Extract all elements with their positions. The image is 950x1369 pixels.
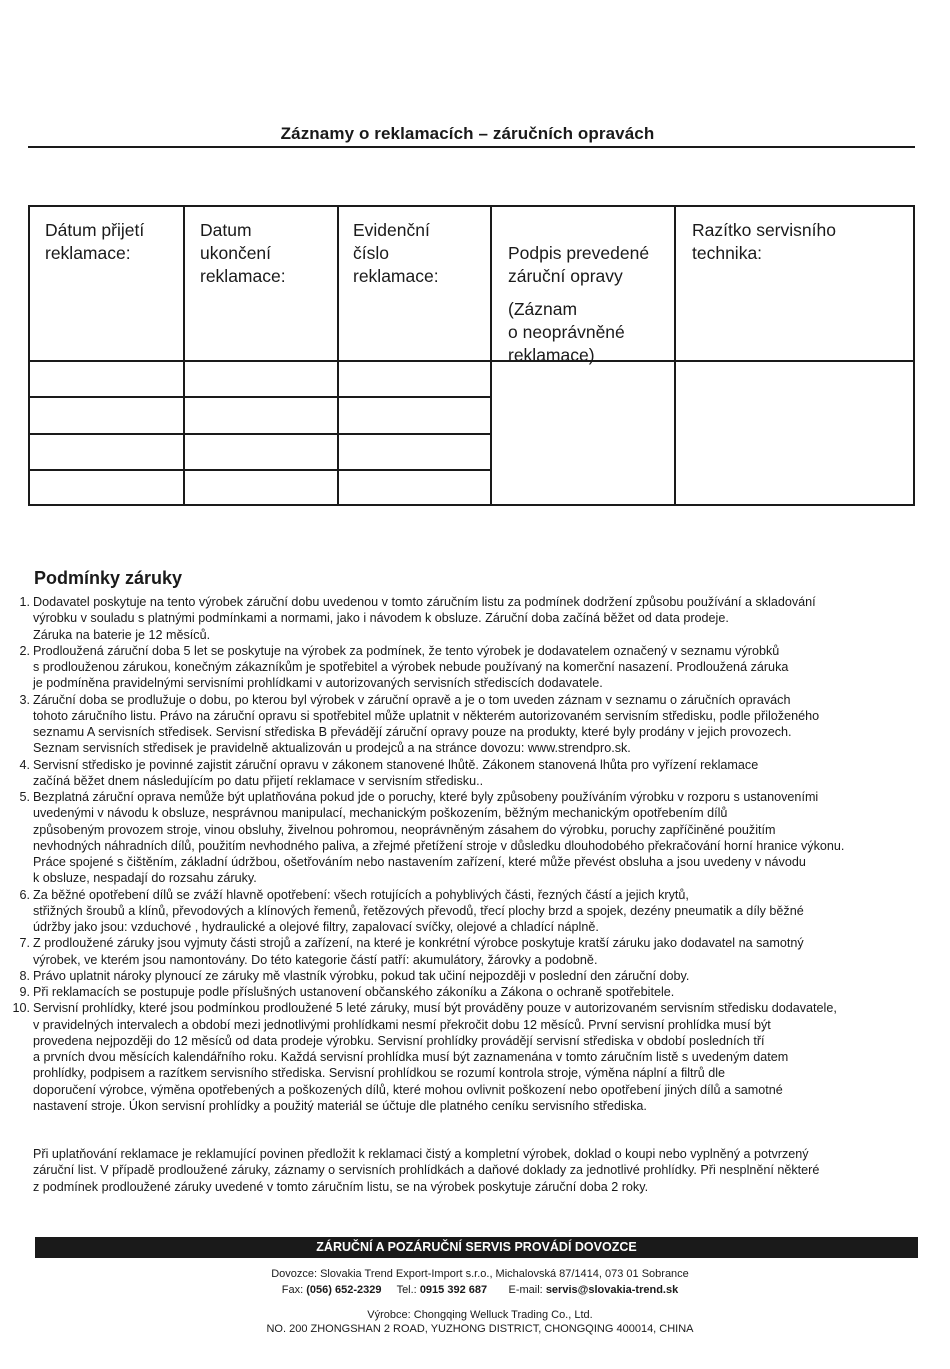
item-text: Právo uplatnit nároky plynoucí ze záruky mě vlastník výrobku, pokud tak učiní nejpozději v poslední den záruční doby. — [33, 968, 690, 983]
item-text: Prodloužená záruční doba 5 let se poskytuje na výrobek za podmínek, že tento výrobek je dodavatelem označený v seznamu výrobků s prodlouženou zárukou, konečným zákazníkům je spotřebitel a výrobek nebude používaný na komerční nasazení. Prodloužená záruka je podmíněna pravidelnými servisními prohlídkami v autorizovaných servisních střediscích dodavatele. — [33, 643, 789, 691]
item-number: 9. — [19, 985, 30, 999]
item-number: 3. — [19, 692, 30, 707]
header-record-number: Evidenční číslo reklamace: — [353, 220, 439, 286]
item-text: Při reklamacích se postupuje podle příslušných ustanovení občanského zákoníku a Zákona o ochraně spotřebitele. — [33, 985, 675, 999]
list-item — [8, 594, 913, 643]
item-text: Bezplatná záruční oprava nemůže být uplatňována pokud jde o poruchy, které byly způsobeny používáním výrobku v rozporu s ustanoveními uvedenými v návodu k obsluze, nesprávnou manipulací, mechanickým poškozením, běžným mechanickým opotřebením dílů způsobeným provozem stroje, vinou obsluhy, živelnou pohromou, neoprávněným zásahem do výrobku, poruchy zapříčiněné použitím nevhodných náhradních dílů, použitím nevhodného paliva, a zřejmé přetížení stroje v důsledku dlouhodobého překračování horní hranice výkonu. Práce spojené s čištěním, základní údržbou, ošetřováním nebo nastavením zařízení, které může převést obsluha a jsou uvedeny v návodu k obsluze, nespadají do rozsahu záruky. — [33, 790, 845, 886]
header-date-received: Dátum přijetí reklamace: — [45, 220, 145, 263]
fax-number: (056) 652-2329 — [306, 1284, 382, 1296]
column-divider — [490, 207, 492, 504]
header-technician-stamp: Razítko servisního technika: — [692, 220, 836, 263]
tel-number: 0915 392 687 — [419, 1284, 488, 1296]
item-text: Dodavatel poskytuje na tento výrobek záruční dobu uvedenou v tomto záručním listu za podmínek dodržení způsobu používání a skladování výrobku v souladu s platnými podmínkami a normami, jako i návodem k obsluze. Záruční doba začíná běžet od data prodeje. Záruka na baterie je 12 měsíců. — [33, 595, 816, 642]
item-text: Servisní středisko je povinné zajistit záruční opravu v zákonem stanovené lhůtě. Zákonem stanovená lhůta pro vyřízení reklamace začíná běžet dnem následujícím po datu přijetí reklamace v servisním středisku.. — [33, 757, 759, 788]
item-text: Z prodloužené záruky jsou vyjmuty části strojů a zařízení, na které je konkrétní výrobce poskytuje kratší záruku jako dodavatel na samotný výrobek, ve kterém jsou namontovány. Do této kategorie částí patří: akumulátory, žárovky a podobně. — [33, 936, 804, 967]
manufacturer-address: NO. 200 ZHONGSHAN 2 ROAD, YUZHONG DISTRICT, CHONGQING 400014, CHINA — [266, 1323, 694, 1335]
item-text: Za běžné opotřebení dílů se zváží hlavně opotřebení: všech rotujících a pohyblivých části, řezných částí a jejich krytů, střižných šroubů a klínů, převodových a klínových řemenů, řetězových převodů, třecí plochy brzd a spojek, dezény pneumatik a díly běžné údržby jako jsou: vzduchové , hydraulické a olejové filtry, zapalovací svíčky, olejové a chladící náplně. — [33, 887, 804, 934]
header-date-completed: Datum ukončení reklamace: — [200, 220, 286, 286]
item-number: 8. — [19, 968, 30, 983]
list-item — [8, 1000, 913, 1114]
claims-record-table — [28, 205, 915, 506]
item-number: 6. — [19, 887, 30, 902]
item-number: 4. — [19, 757, 30, 772]
column-divider — [674, 207, 676, 504]
header-unjustified-claim-note: (Záznam o neoprávněné reklamace) — [508, 299, 625, 365]
item-number: 10. — [12, 1001, 30, 1016]
title-rule — [28, 146, 915, 148]
conditions-list — [8, 594, 913, 1114]
page-title: Záznamy o reklamacích – záručních opravách — [280, 124, 655, 143]
manufacturer-name: Výrobce: Chongqing Welluck Trading Co., Ltd. — [367, 1309, 593, 1321]
list-item — [8, 692, 913, 757]
item-number: 5. — [19, 790, 30, 804]
list-item — [8, 789, 913, 887]
importer-address: Dovozce: Slovakia Trend Export-Import s.r.o., Michalovská 87/1414, 073 01 Sobrance — [271, 1268, 689, 1280]
item-text: Servisní prohlídky, které jsou podmínkou prodloužené 5 leté záruky, musí být prováděny pouze v autorizovaném servisním středisku dodavatele, v pravidelných intervalech a období mezi jednotlivými prohlídkami nesmí překročit dobu 12 měsíců. První servisní prohlídka musí být provedena nejpozději do 12 měsíců od data prodeje výrobku. Servisní prohlídky provádějí servisní střediska v období posledních tří a prvních dvou měsících kalendářního roku. Každá servisní prohlídka musí být zaznamenána v tomto záručním listě s uvedeným datem prohlídky, podpisem a razítkem servisního střediska. Servisní prohlídkou se rozumí kontrola stroje, výměna náplní a filtrů dle doporučení výrobce, výměna opotřebených a poškozených dílů, které mohou ovlivnit poškození nebo opotřebení jiných dílů a samotné nastavení stroje. Úkon servisní prohlídky a použitý materiál se účtuje dle platného ceníku servisního střediska. — [33, 1001, 837, 1113]
list-item — [8, 887, 913, 936]
closing-paragraph: Při uplatňování reklamace je reklamující povinen předložit k reklamaci čistý a kompletní výrobek, doklad o koupi nebo vyplněný a potvrzený záruční list. V případě prodloužené záruky, záznamy o servisních prohlídkách a daňové doklady za jednotlivé prohlídky. Při nesplnění některé z podmínek prodloužené záruky uvedené v tomto záručním listu, se na výrobek poskytuje záruční doba 2 roky. — [33, 1147, 820, 1194]
column-divider — [337, 207, 339, 504]
conditions-heading: Podmínky záruky — [34, 568, 183, 588]
column-divider — [183, 207, 185, 504]
list-item — [8, 968, 913, 984]
row-divider — [30, 433, 491, 435]
row-divider — [30, 469, 491, 471]
header-row-divider — [30, 360, 915, 362]
item-number: 2. — [19, 643, 30, 658]
list-item — [8, 757, 913, 790]
item-number: 7. — [19, 936, 30, 951]
item-text: Záruční doba se prodlužuje o dobu, po kterou byl výrobek v záruční opravě a je o tom uveden záznam v seznamu o záručních opravách tohoto záručního listu. Právo na záruční opravu si spotřebitel může uplatnit v některém autorizovaném servisním středisku, podle přiloženého seznamu A servisních středisek. Servisní střediska B převádějí záruční opravy pouze na produkty, které byly prodány v jejich provozech. Seznam servisních středisek je pravidelně aktualizován u prodejců a na stránce dovozu: www.strendpro.sk. — [33, 692, 820, 756]
header-repair-signature — [508, 219, 673, 390]
service-banner: ZÁRUČNÍ A POZÁRUČNÍ SERVIS PROVÁDÍ DOVOZCE — [35, 1237, 918, 1258]
fax-label: Fax: — [281, 1284, 304, 1296]
list-item — [8, 984, 913, 1000]
list-item — [8, 935, 913, 968]
item-number: 1. — [19, 595, 30, 609]
email-label: E-mail: — [508, 1284, 543, 1296]
list-item — [8, 643, 913, 692]
row-divider — [30, 396, 491, 398]
header-repair-signature-label: Podpis prevedené záruční opravy — [508, 243, 650, 286]
tel-label: Tel.: — [396, 1284, 417, 1296]
email-address: servis@slovakia-trend.sk — [545, 1284, 679, 1296]
contact-line — [0, 1283, 950, 1297]
